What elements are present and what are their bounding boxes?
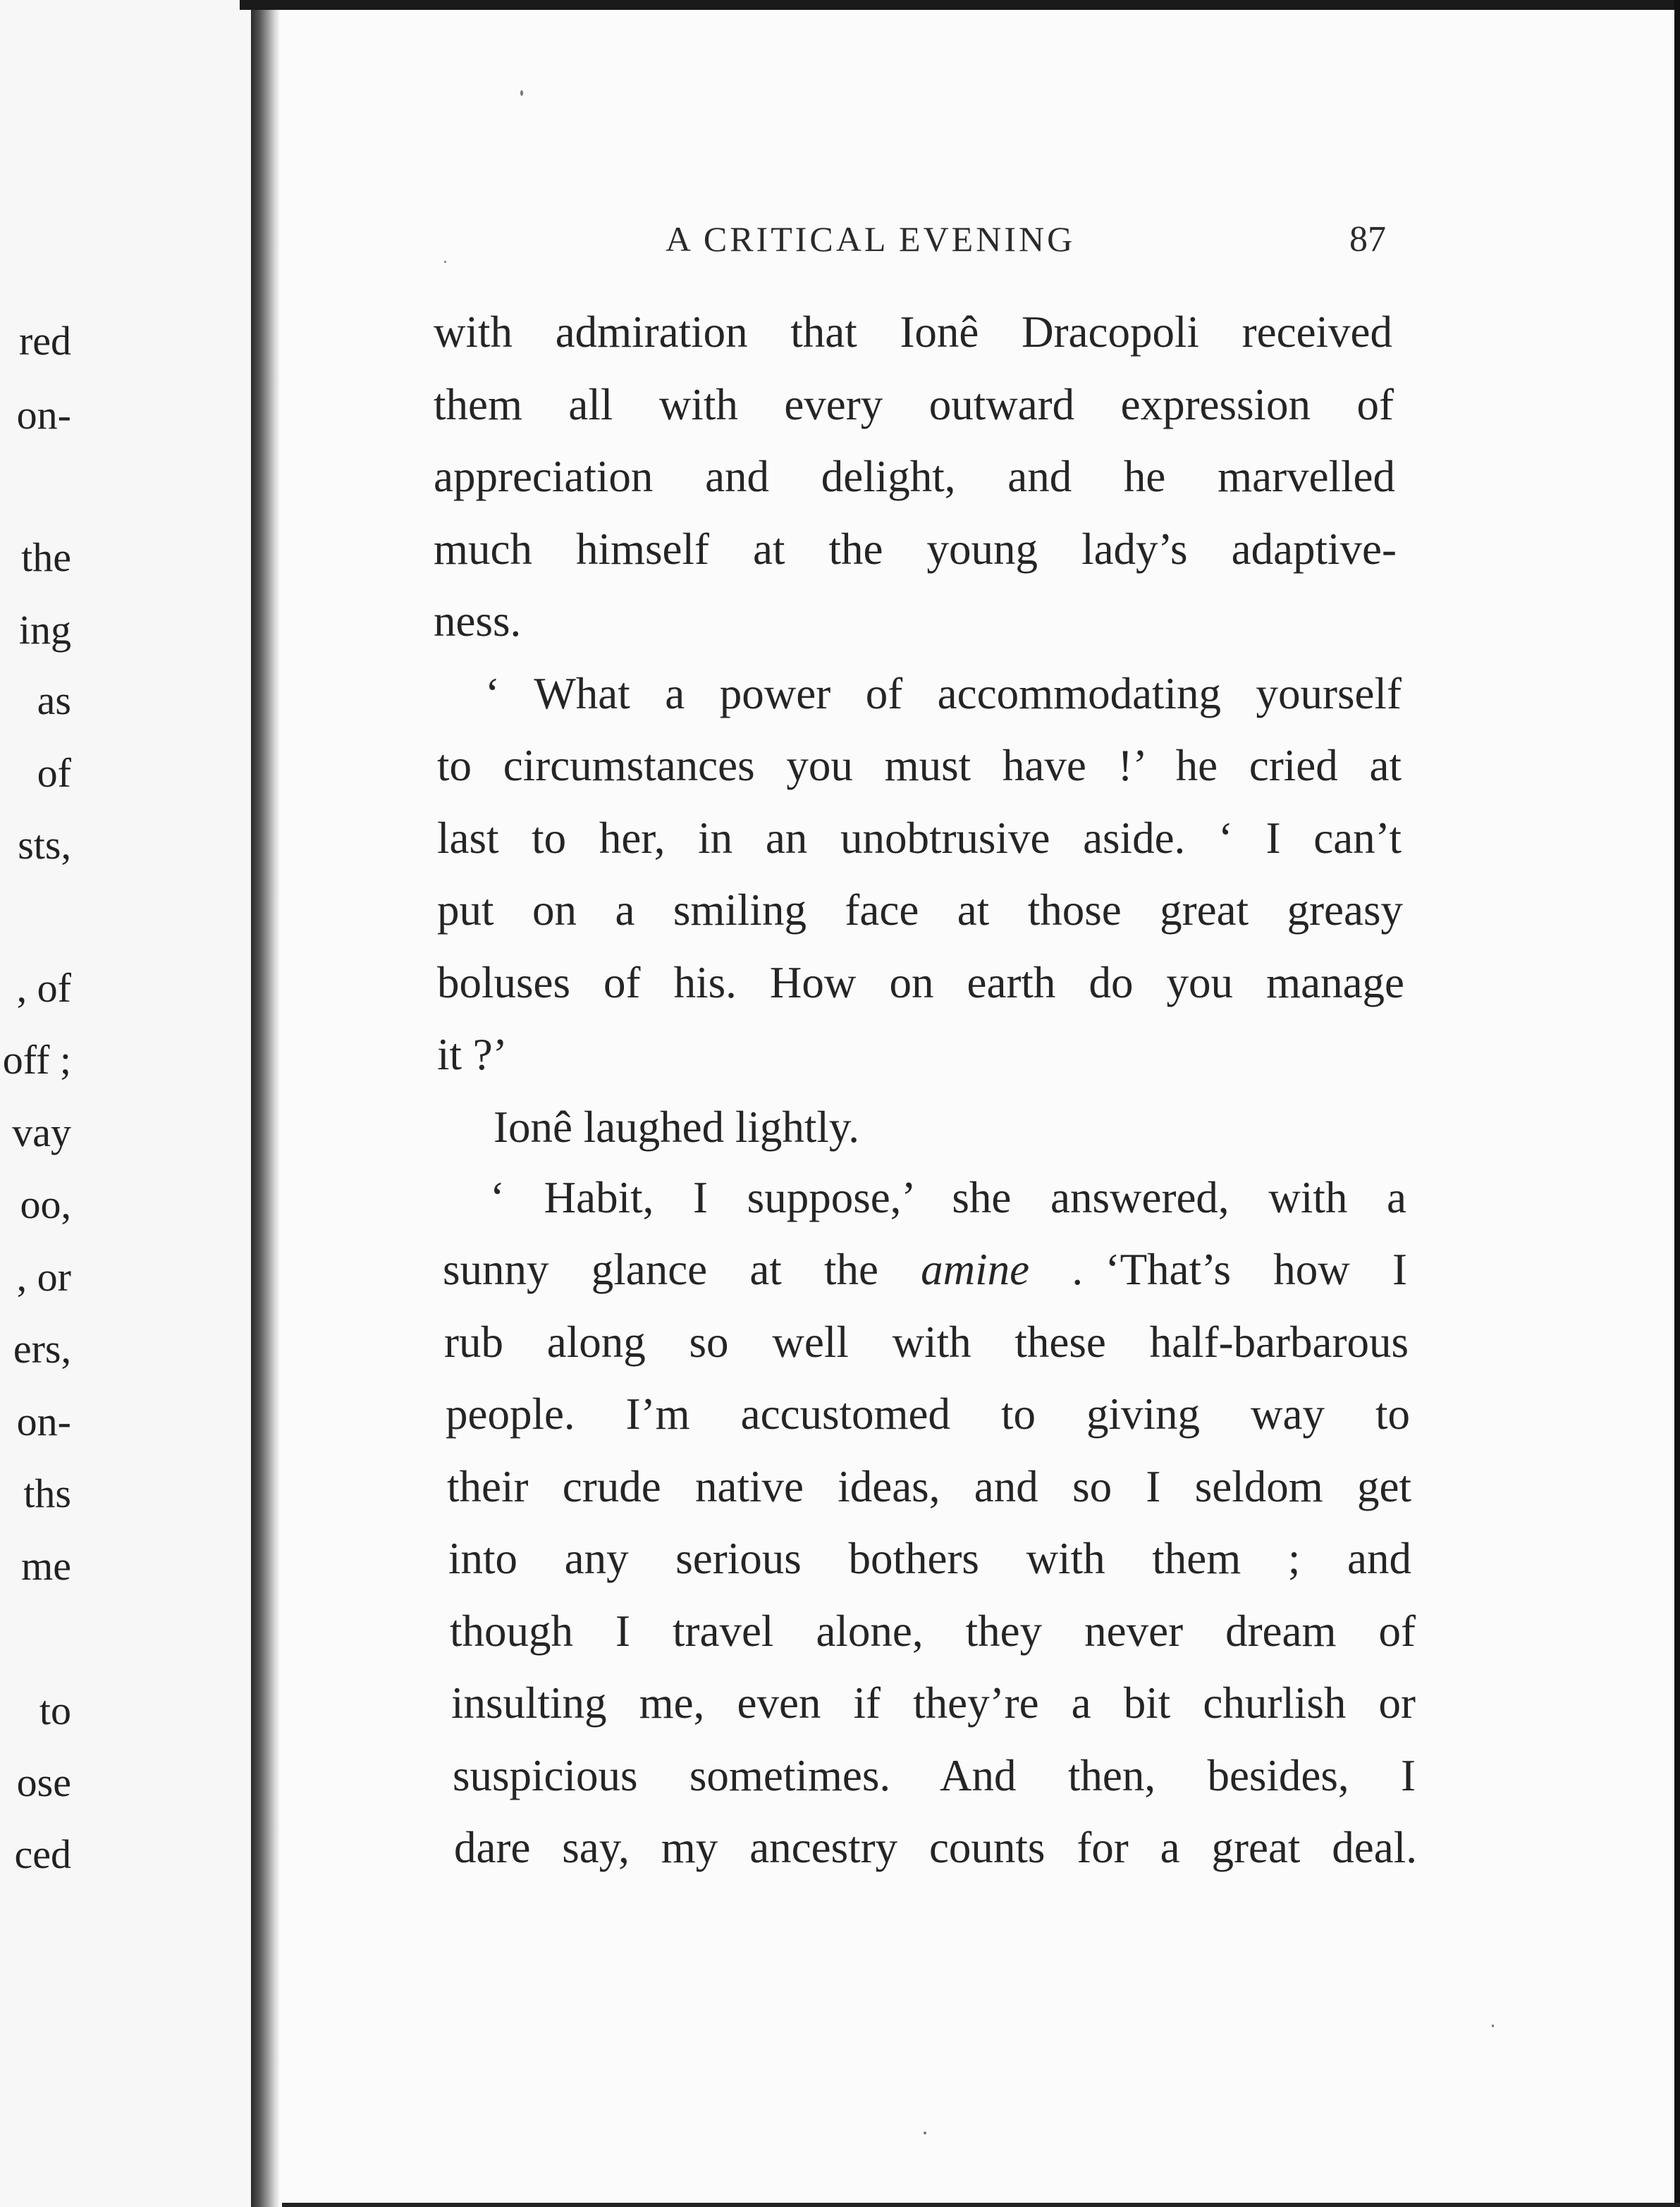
left-fragment: sts, (18, 822, 71, 868)
left-fragment: ced (14, 1831, 71, 1877)
book-gutter (251, 10, 279, 2207)
text-line: into any serious bothers with them ; and (448, 1534, 1411, 1583)
text-line: dare say, my ancestry counts for a great deal. (454, 1823, 1417, 1872)
text-line: with admiration that Ionê Dracopoli received (434, 307, 1392, 357)
text-line: put on a smiling face at those great greasy (437, 885, 1403, 935)
text-line: suspicious sometimes. And then, besides, I (453, 1751, 1416, 1800)
left-fragment: of (37, 750, 71, 796)
text-line: much himself at the young lady’s adaptive- (434, 524, 1397, 574)
text-line: them all with every outward expression of (434, 380, 1394, 429)
text-segment: the (824, 1245, 878, 1294)
left-fragment: on- (16, 392, 71, 438)
left-fragment: red (18, 318, 71, 364)
text-segment: I (1392, 1245, 1407, 1294)
running-head: A CRITICAL EVENING (666, 219, 1076, 259)
left-fragment: as (37, 677, 71, 723)
text-line: boluses of his. How on earth do you manage (437, 958, 1404, 1007)
left-fragment: , or (16, 1254, 71, 1300)
text-segment: glance (591, 1245, 708, 1294)
scan-right-edge (1674, 0, 1680, 2207)
text-line: last to her, in an unobtrusive aside. ‘ I can’t (437, 813, 1402, 863)
scan-speck (1492, 2024, 1494, 2027)
left-fragment: ose (16, 1759, 71, 1805)
left-fragment: to (39, 1687, 71, 1733)
text-line: ‘ Habit, I suppose,’ she answered, with a (490, 1173, 1406, 1222)
text-line: it ?’ (437, 1030, 508, 1079)
italic-word: amine (921, 1245, 1030, 1294)
left-fragment: vay (12, 1109, 71, 1155)
left-fragment: ing (18, 607, 71, 653)
text-line: ‘ What a power of accommodating yourself (485, 669, 1402, 718)
text-line: ness. (434, 596, 522, 646)
left-fragment: ths (23, 1470, 71, 1516)
text-segment: how (1273, 1245, 1350, 1294)
text-segment: sunny (443, 1245, 549, 1294)
text-line: though I travel alone, they never dream of (450, 1606, 1416, 1656)
scan-top-edge (240, 0, 1680, 10)
left-fragment: on- (16, 1398, 71, 1444)
text-line-with-italic (443, 1245, 1407, 1294)
left-fragment: me (21, 1543, 71, 1589)
left-fragment: ers, (13, 1326, 71, 1372)
text-line: rub along so well with these half-barbarous (444, 1317, 1409, 1367)
text-line: to circumstances you must have !’ he cried at (437, 741, 1402, 790)
text-line: insulting me, even if they’re a bit churlish or (451, 1678, 1416, 1728)
scan-speck (444, 261, 446, 263)
left-fragment: off ; (2, 1037, 71, 1083)
page-number: 87 (1349, 219, 1386, 259)
left-fragment: , of (16, 965, 71, 1011)
text-segment: at (749, 1245, 782, 1294)
scan-speck (520, 90, 523, 96)
left-fragment: the (21, 534, 71, 580)
text-line: Ionê laughed lightly. (493, 1102, 860, 1152)
text-line: people. I’m accustomed to giving way to (446, 1389, 1410, 1439)
text-line: their crude native ideas, and so I seldom get (447, 1462, 1411, 1511)
left-fragment: oo, (20, 1181, 71, 1227)
scan-bottom-edge (282, 2203, 1680, 2207)
text-line: appreciation and delight, and he marvelled (434, 452, 1395, 501)
text-segment: . ‘That’s (1072, 1245, 1232, 1294)
scan-speck (924, 2132, 926, 2134)
